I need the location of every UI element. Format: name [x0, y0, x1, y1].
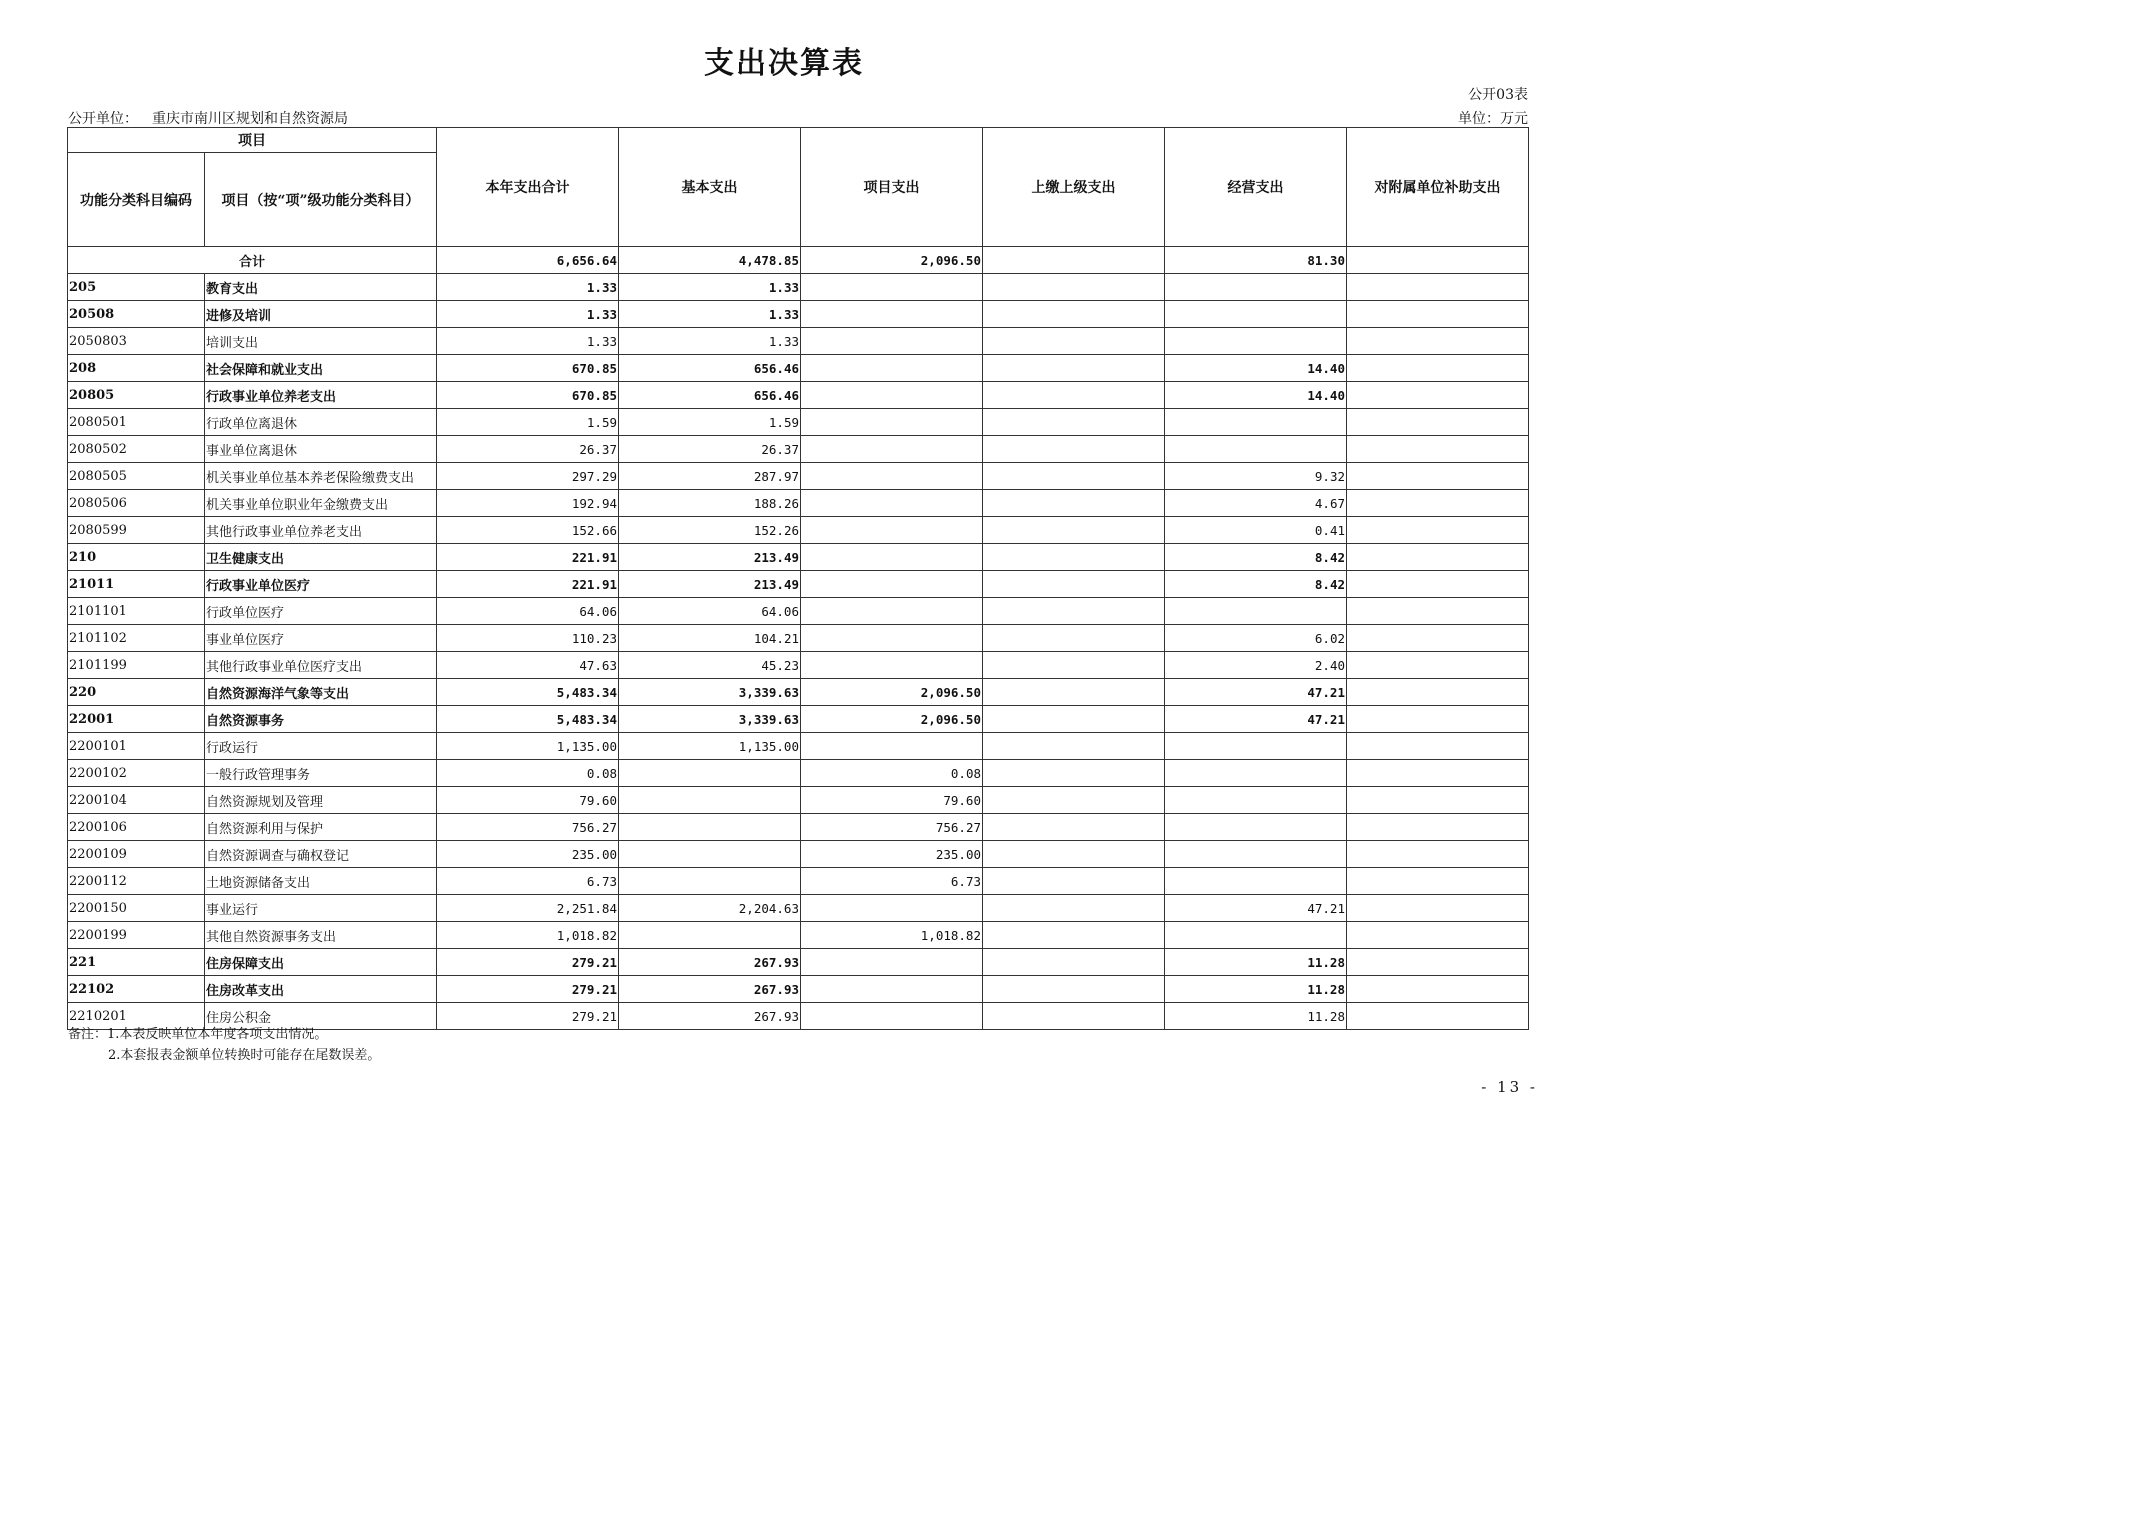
- cell-subsidy: [1347, 571, 1529, 598]
- cell-subsidy: [1347, 382, 1529, 409]
- cell-total: 1,018.82: [437, 922, 619, 949]
- cell-name: 行政事业单位养老支出: [205, 382, 437, 409]
- header-project: 项目: [68, 128, 437, 153]
- cell-project: 2,096.50: [801, 679, 983, 706]
- cell-operating: [1165, 868, 1347, 895]
- cell-name: 行政事业单位医疗: [205, 571, 437, 598]
- total-cell-project: 2,096.50: [801, 247, 983, 274]
- cell-project: [801, 652, 983, 679]
- table-row: [68, 787, 1529, 814]
- cell-basic: 1.33: [619, 274, 801, 301]
- cell-project: [801, 355, 983, 382]
- cell-subsidy: [1347, 1003, 1529, 1030]
- cell-total: 152.66: [437, 517, 619, 544]
- cell-operating: [1165, 328, 1347, 355]
- cell-name: 自然资源事务: [205, 706, 437, 733]
- cell-subsidy: [1347, 409, 1529, 436]
- cell-upper: [983, 814, 1165, 841]
- cell-code: 22001: [68, 706, 205, 733]
- cell-code: 205: [68, 274, 205, 301]
- cell-project: [801, 571, 983, 598]
- cell-operating: 14.40: [1165, 355, 1347, 382]
- cell-subsidy: [1347, 787, 1529, 814]
- cell-code: 2101101: [68, 598, 205, 625]
- cell-subsidy: [1347, 355, 1529, 382]
- cell-subsidy: [1347, 922, 1529, 949]
- cell-basic: 3,339.63: [619, 679, 801, 706]
- table-row: [68, 679, 1529, 706]
- note-2: 2.本套报表金额单位转换时可能存在尾数误差。: [108, 1048, 381, 1063]
- cell-code: 210: [68, 544, 205, 571]
- cell-project: 756.27: [801, 814, 983, 841]
- cell-name: 社会保障和就业支出: [205, 355, 437, 382]
- cell-project: [801, 625, 983, 652]
- cell-name: 进修及培训: [205, 301, 437, 328]
- table-row: [68, 868, 1529, 895]
- cell-operating: 0.41: [1165, 517, 1347, 544]
- cell-basic: [619, 787, 801, 814]
- cell-basic: 267.93: [619, 976, 801, 1003]
- total-cell-subsidy: [1347, 247, 1529, 274]
- cell-code: 2080599: [68, 517, 205, 544]
- cell-subsidy: [1347, 706, 1529, 733]
- cell-operating: [1165, 301, 1347, 328]
- cell-basic: 2,204.63: [619, 895, 801, 922]
- total-row: [68, 247, 1529, 274]
- cell-basic: 64.06: [619, 598, 801, 625]
- cell-upper: [983, 598, 1165, 625]
- cell-project: 79.60: [801, 787, 983, 814]
- cell-upper: [983, 517, 1165, 544]
- cell-operating: [1165, 436, 1347, 463]
- cell-upper: [983, 976, 1165, 1003]
- table-row: [68, 922, 1529, 949]
- cell-name: 其他自然资源事务支出: [205, 922, 437, 949]
- cell-name: 行政单位离退休: [205, 409, 437, 436]
- cell-code: 2080506: [68, 490, 205, 517]
- page-title: 支出决算表: [704, 46, 864, 81]
- cell-code: 2200106: [68, 814, 205, 841]
- cell-subsidy: [1347, 463, 1529, 490]
- cell-total: 6.73: [437, 868, 619, 895]
- cell-basic: 3,339.63: [619, 706, 801, 733]
- cell-basic: [619, 760, 801, 787]
- cell-upper: [983, 733, 1165, 760]
- cell-name: 自然资源利用与保护: [205, 814, 437, 841]
- cell-name: 机关事业单位基本养老保险缴费支出: [205, 463, 437, 490]
- table-row: [68, 841, 1529, 868]
- cell-upper: [983, 868, 1165, 895]
- cell-operating: [1165, 760, 1347, 787]
- cell-operating: [1165, 787, 1347, 814]
- cell-basic: 188.26: [619, 490, 801, 517]
- cell-project: [801, 949, 983, 976]
- cell-name: 机关事业单位职业年金缴费支出: [205, 490, 437, 517]
- cell-total: 756.27: [437, 814, 619, 841]
- cell-operating: 4.67: [1165, 490, 1347, 517]
- cell-subsidy: [1347, 976, 1529, 1003]
- table-row: [68, 328, 1529, 355]
- cell-total: 221.91: [437, 544, 619, 571]
- cell-basic: 267.93: [619, 1003, 801, 1030]
- cell-basic: [619, 868, 801, 895]
- cell-operating: 8.42: [1165, 571, 1347, 598]
- cell-basic: 1.33: [619, 301, 801, 328]
- notes: [68, 1024, 380, 1066]
- cell-code: 208: [68, 355, 205, 382]
- header-basic: 基本支出: [619, 128, 801, 247]
- cell-operating: [1165, 841, 1347, 868]
- cell-project: [801, 409, 983, 436]
- cell-basic: 656.46: [619, 382, 801, 409]
- table-row: [68, 895, 1529, 922]
- cell-code: 2200109: [68, 841, 205, 868]
- cell-name: 一般行政管理事务: [205, 760, 437, 787]
- header-name: 项目（按“项”级功能分类科目）: [205, 153, 437, 247]
- total-label: 合计: [68, 247, 437, 274]
- cell-basic: 1.59: [619, 409, 801, 436]
- cell-operating: 8.42: [1165, 544, 1347, 571]
- cell-basic: 1.33: [619, 328, 801, 355]
- cell-code: 2200104: [68, 787, 205, 814]
- table-row: [68, 463, 1529, 490]
- cell-operating: [1165, 733, 1347, 760]
- cell-name: 住房公积金: [205, 1003, 437, 1030]
- cell-subsidy: [1347, 625, 1529, 652]
- table-row: [68, 436, 1529, 463]
- table-row: [68, 733, 1529, 760]
- unit-label: 公开单位：: [68, 111, 138, 127]
- cell-name: 事业单位离退休: [205, 436, 437, 463]
- total-cell-operating: 81.30: [1165, 247, 1347, 274]
- cell-upper: [983, 544, 1165, 571]
- cell-project: [801, 328, 983, 355]
- cell-subsidy: [1347, 679, 1529, 706]
- cell-code: 2200199: [68, 922, 205, 949]
- cell-subsidy: [1347, 868, 1529, 895]
- cell-subsidy: [1347, 949, 1529, 976]
- cell-total: 26.37: [437, 436, 619, 463]
- cell-upper: [983, 652, 1165, 679]
- cell-code: 221: [68, 949, 205, 976]
- cell-total: 235.00: [437, 841, 619, 868]
- header-operating: 经营支出: [1165, 128, 1347, 247]
- cell-subsidy: [1347, 517, 1529, 544]
- cell-project: [801, 598, 983, 625]
- cell-upper: [983, 355, 1165, 382]
- cell-total: 2,251.84: [437, 895, 619, 922]
- table-row: [68, 949, 1529, 976]
- cell-project: [801, 1003, 983, 1030]
- cell-operating: 11.28: [1165, 949, 1347, 976]
- total-cell-upper: [983, 247, 1165, 274]
- cell-code: 20508: [68, 301, 205, 328]
- cell-project: [801, 517, 983, 544]
- cell-subsidy: [1347, 841, 1529, 868]
- cell-total: 1.33: [437, 274, 619, 301]
- cell-project: [801, 382, 983, 409]
- cell-upper: [983, 625, 1165, 652]
- cell-upper: [983, 463, 1165, 490]
- cell-basic: [619, 841, 801, 868]
- cell-code: 2200102: [68, 760, 205, 787]
- cell-project: [801, 463, 983, 490]
- cell-total: 64.06: [437, 598, 619, 625]
- cell-basic: [619, 814, 801, 841]
- cell-project: [801, 733, 983, 760]
- cell-name: 住房保障支出: [205, 949, 437, 976]
- cell-subsidy: [1347, 328, 1529, 355]
- cell-operating: 6.02: [1165, 625, 1347, 652]
- cell-subsidy: [1347, 436, 1529, 463]
- cell-name: 其他行政事业单位养老支出: [205, 517, 437, 544]
- cell-basic: 1,135.00: [619, 733, 801, 760]
- cell-project: 1,018.82: [801, 922, 983, 949]
- cell-code: 2200101: [68, 733, 205, 760]
- cell-operating: [1165, 598, 1347, 625]
- table-row: [68, 517, 1529, 544]
- header-project-expense: 项目支出: [801, 128, 983, 247]
- total-cell-basic: 4,478.85: [619, 247, 801, 274]
- table-row: [68, 355, 1529, 382]
- cell-operating: 11.28: [1165, 976, 1347, 1003]
- form-code: 公开03表: [1468, 87, 1528, 103]
- cell-code: 20805: [68, 382, 205, 409]
- cell-total: 297.29: [437, 463, 619, 490]
- cell-code: 2050803: [68, 328, 205, 355]
- cell-operating: 47.21: [1165, 706, 1347, 733]
- cell-total: 279.21: [437, 1003, 619, 1030]
- cell-name: 土地资源储备支出: [205, 868, 437, 895]
- table-row: [68, 490, 1529, 517]
- page-number: - 13 -: [1481, 1078, 1538, 1096]
- cell-code: 2210201: [68, 1003, 205, 1030]
- cell-code: 2101199: [68, 652, 205, 679]
- table-row: [68, 814, 1529, 841]
- cell-name: 其他行政事业单位医疗支出: [205, 652, 437, 679]
- cell-upper: [983, 895, 1165, 922]
- cell-total: 1,135.00: [437, 733, 619, 760]
- cell-total: 1.59: [437, 409, 619, 436]
- cell-name: 教育支出: [205, 274, 437, 301]
- cell-upper: [983, 949, 1165, 976]
- currency-unit: 单位：万元: [1458, 111, 1528, 127]
- cell-operating: 11.28: [1165, 1003, 1347, 1030]
- cell-basic: 656.46: [619, 355, 801, 382]
- table-row: [68, 652, 1529, 679]
- cell-basic: 287.97: [619, 463, 801, 490]
- cell-upper: [983, 328, 1165, 355]
- table-row: [68, 382, 1529, 409]
- cell-upper: [983, 787, 1165, 814]
- cell-code: 21011: [68, 571, 205, 598]
- cell-upper: [983, 841, 1165, 868]
- cell-subsidy: [1347, 490, 1529, 517]
- cell-project: [801, 544, 983, 571]
- cell-total: 1.33: [437, 301, 619, 328]
- cell-total: 670.85: [437, 382, 619, 409]
- cell-basic: 152.26: [619, 517, 801, 544]
- table-row: [68, 760, 1529, 787]
- table-row: [68, 409, 1529, 436]
- reporting-unit: [68, 108, 348, 128]
- cell-basic: [619, 922, 801, 949]
- cell-project: [801, 976, 983, 1003]
- cell-operating: [1165, 814, 1347, 841]
- total-cell-total: 6,656.64: [437, 247, 619, 274]
- cell-upper: [983, 1003, 1165, 1030]
- cell-subsidy: [1347, 814, 1529, 841]
- cell-upper: [983, 301, 1165, 328]
- cell-basic: 213.49: [619, 544, 801, 571]
- cell-total: 670.85: [437, 355, 619, 382]
- cell-project: 2,096.50: [801, 706, 983, 733]
- header-subsidy: 对附属单位补助支出: [1347, 128, 1529, 247]
- cell-code: 2080505: [68, 463, 205, 490]
- cell-upper: [983, 679, 1165, 706]
- cell-upper: [983, 382, 1165, 409]
- cell-total: 221.91: [437, 571, 619, 598]
- note-1: 备注：1.本表反映单位本年度各项支出情况。: [68, 1027, 328, 1042]
- cell-code: 2080501: [68, 409, 205, 436]
- cell-code: 2101102: [68, 625, 205, 652]
- cell-code: 2200150: [68, 895, 205, 922]
- cell-operating: 2.40: [1165, 652, 1347, 679]
- cell-subsidy: [1347, 598, 1529, 625]
- table-header: [68, 128, 1529, 247]
- cell-subsidy: [1347, 760, 1529, 787]
- cell-subsidy: [1347, 652, 1529, 679]
- cell-project: [801, 436, 983, 463]
- cell-basic: 267.93: [619, 949, 801, 976]
- cell-total: 1.33: [437, 328, 619, 355]
- cell-code: 2080502: [68, 436, 205, 463]
- cell-name: 事业运行: [205, 895, 437, 922]
- cell-code: 2200112: [68, 868, 205, 895]
- cell-project: [801, 895, 983, 922]
- cell-operating: 14.40: [1165, 382, 1347, 409]
- table-row: [68, 598, 1529, 625]
- cell-subsidy: [1347, 274, 1529, 301]
- header-upper: 上缴上级支出: [983, 128, 1165, 247]
- cell-upper: [983, 274, 1165, 301]
- cell-total: 192.94: [437, 490, 619, 517]
- cell-subsidy: [1347, 895, 1529, 922]
- cell-operating: 47.21: [1165, 679, 1347, 706]
- cell-upper: [983, 409, 1165, 436]
- cell-operating: [1165, 409, 1347, 436]
- cell-name: 培训支出: [205, 328, 437, 355]
- table-row: [68, 544, 1529, 571]
- expenditure-table: [67, 127, 1529, 1030]
- cell-project: 0.08: [801, 760, 983, 787]
- table-body: [68, 247, 1529, 1030]
- cell-basic: 26.37: [619, 436, 801, 463]
- cell-name: 事业单位医疗: [205, 625, 437, 652]
- cell-project: 6.73: [801, 868, 983, 895]
- cell-operating: 47.21: [1165, 895, 1347, 922]
- cell-upper: [983, 490, 1165, 517]
- cell-project: [801, 490, 983, 517]
- cell-code: 22102: [68, 976, 205, 1003]
- cell-name: 自然资源规划及管理: [205, 787, 437, 814]
- cell-upper: [983, 436, 1165, 463]
- cell-total: 79.60: [437, 787, 619, 814]
- cell-total: 0.08: [437, 760, 619, 787]
- cell-project: [801, 274, 983, 301]
- cell-subsidy: [1347, 733, 1529, 760]
- cell-name: 卫生健康支出: [205, 544, 437, 571]
- header-total: 本年支出合计: [437, 128, 619, 247]
- cell-total: 47.63: [437, 652, 619, 679]
- table-row: [68, 301, 1529, 328]
- cell-subsidy: [1347, 301, 1529, 328]
- cell-upper: [983, 922, 1165, 949]
- cell-upper: [983, 760, 1165, 787]
- table-row: [68, 571, 1529, 598]
- cell-upper: [983, 571, 1165, 598]
- cell-name: 自然资源海洋气象等支出: [205, 679, 437, 706]
- cell-basic: 104.21: [619, 625, 801, 652]
- cell-name: 行政运行: [205, 733, 437, 760]
- table-row: [68, 976, 1529, 1003]
- cell-operating: 9.32: [1165, 463, 1347, 490]
- cell-subsidy: [1347, 544, 1529, 571]
- cell-operating: [1165, 274, 1347, 301]
- cell-total: 5,483.34: [437, 706, 619, 733]
- cell-name: 住房改革支出: [205, 976, 437, 1003]
- cell-name: 自然资源调查与确权登记: [205, 841, 437, 868]
- cell-basic: 45.23: [619, 652, 801, 679]
- cell-project: [801, 301, 983, 328]
- cell-name: 行政单位医疗: [205, 598, 437, 625]
- cell-upper: [983, 706, 1165, 733]
- table-row: [68, 706, 1529, 733]
- org-name: 重庆市南川区规划和自然资源局: [152, 111, 348, 127]
- cell-total: 279.21: [437, 949, 619, 976]
- table-row: [68, 274, 1529, 301]
- cell-total: 110.23: [437, 625, 619, 652]
- cell-total: 279.21: [437, 976, 619, 1003]
- cell-operating: [1165, 922, 1347, 949]
- table-row: [68, 625, 1529, 652]
- cell-basic: 213.49: [619, 571, 801, 598]
- header-code: 功能分类科目编码: [68, 153, 205, 247]
- cell-total: 5,483.34: [437, 679, 619, 706]
- cell-project: 235.00: [801, 841, 983, 868]
- cell-code: 220: [68, 679, 205, 706]
